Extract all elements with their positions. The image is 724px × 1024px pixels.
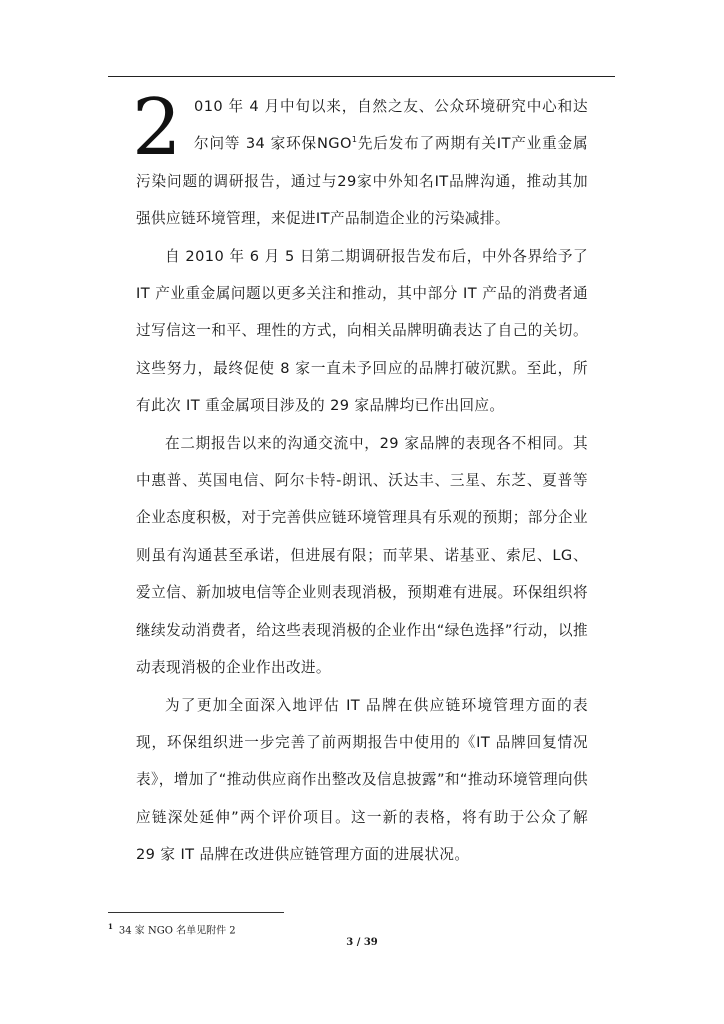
paragraph-2: 自 2010 年 6 月 5 日第二期调研报告发布后，中外各界给予了 IT 产业重金属问题以更多关注和推动，其中部分 IT 产品的消费者通过写信这一和平、理性的方式，向相关品牌明确表达了自己的关切。这些努力，最终促使 8 家一直未予回应的品牌打破沉默。至此，所有此次 IT 重金属项目涉及的 29 家品牌均已作出回应。 <box>136 247 588 415</box>
footnote-number: 1 <box>108 922 113 931</box>
page-number: 3 / 39 <box>346 937 378 948</box>
footnote-separator <box>108 912 284 913</box>
paragraph-4: 为了更加全面深入地评估 IT 品牌在供应链环境管理方面的表现，环保组织进一步完善了前两期报告中使用的《IT 品牌回复情况表》，增加了“推动供应商作出整改及信息披露”和“推动环境管理向供应链深处延伸”两个评价项目。这一新的表格，将有助于公众了解 29 家 IT 品牌在改进供应链管理方面的进展状况。 <box>136 696 588 864</box>
footnote-text: 34 家 NGO 名单见附件 2 <box>118 925 236 937</box>
document-body <box>132 83 588 874</box>
paragraph-1-text-start: 010 年 4 月中旬以来，自然之友、公众环境研究中心和达尔问等 34 家环保NGO <box>194 98 588 153</box>
footnote <box>108 920 236 938</box>
footnote-reference[interactable]: 1 <box>351 135 358 145</box>
paragraph-1-text-end: 先后发布了两期有关IT产业重金属污染问题的调研报告，通过与29家中外知名IT品牌沟通，推动其加强供应链环境管理，来促进IT产品制造企业的污染减排。 <box>136 135 588 228</box>
paragraph-1 <box>132 83 588 238</box>
paragraph-3: 在二期报告以来的沟通交流中，29 家品牌的表现各不相同。其中惠普、英国电信、阿尔卡特-朗讯、沃达丰、三星、东芝、夏普等企业态度积极，对于完善供应链环境管理具有乐观的预期；部分企业则虽有沟通甚至承诺，但进展有限；而苹果、诺基亚、索尼、LG、爱立信、新加坡电信等企业则表现消极，预期难有进展。环保组织将继续发动消费者，给这些表现消极的企业作出“绿色选择”行动，以推动表现消极的企业作出改进。 <box>136 434 588 677</box>
header-rule <box>108 76 615 77</box>
drop-cap: 2 <box>132 83 183 173</box>
